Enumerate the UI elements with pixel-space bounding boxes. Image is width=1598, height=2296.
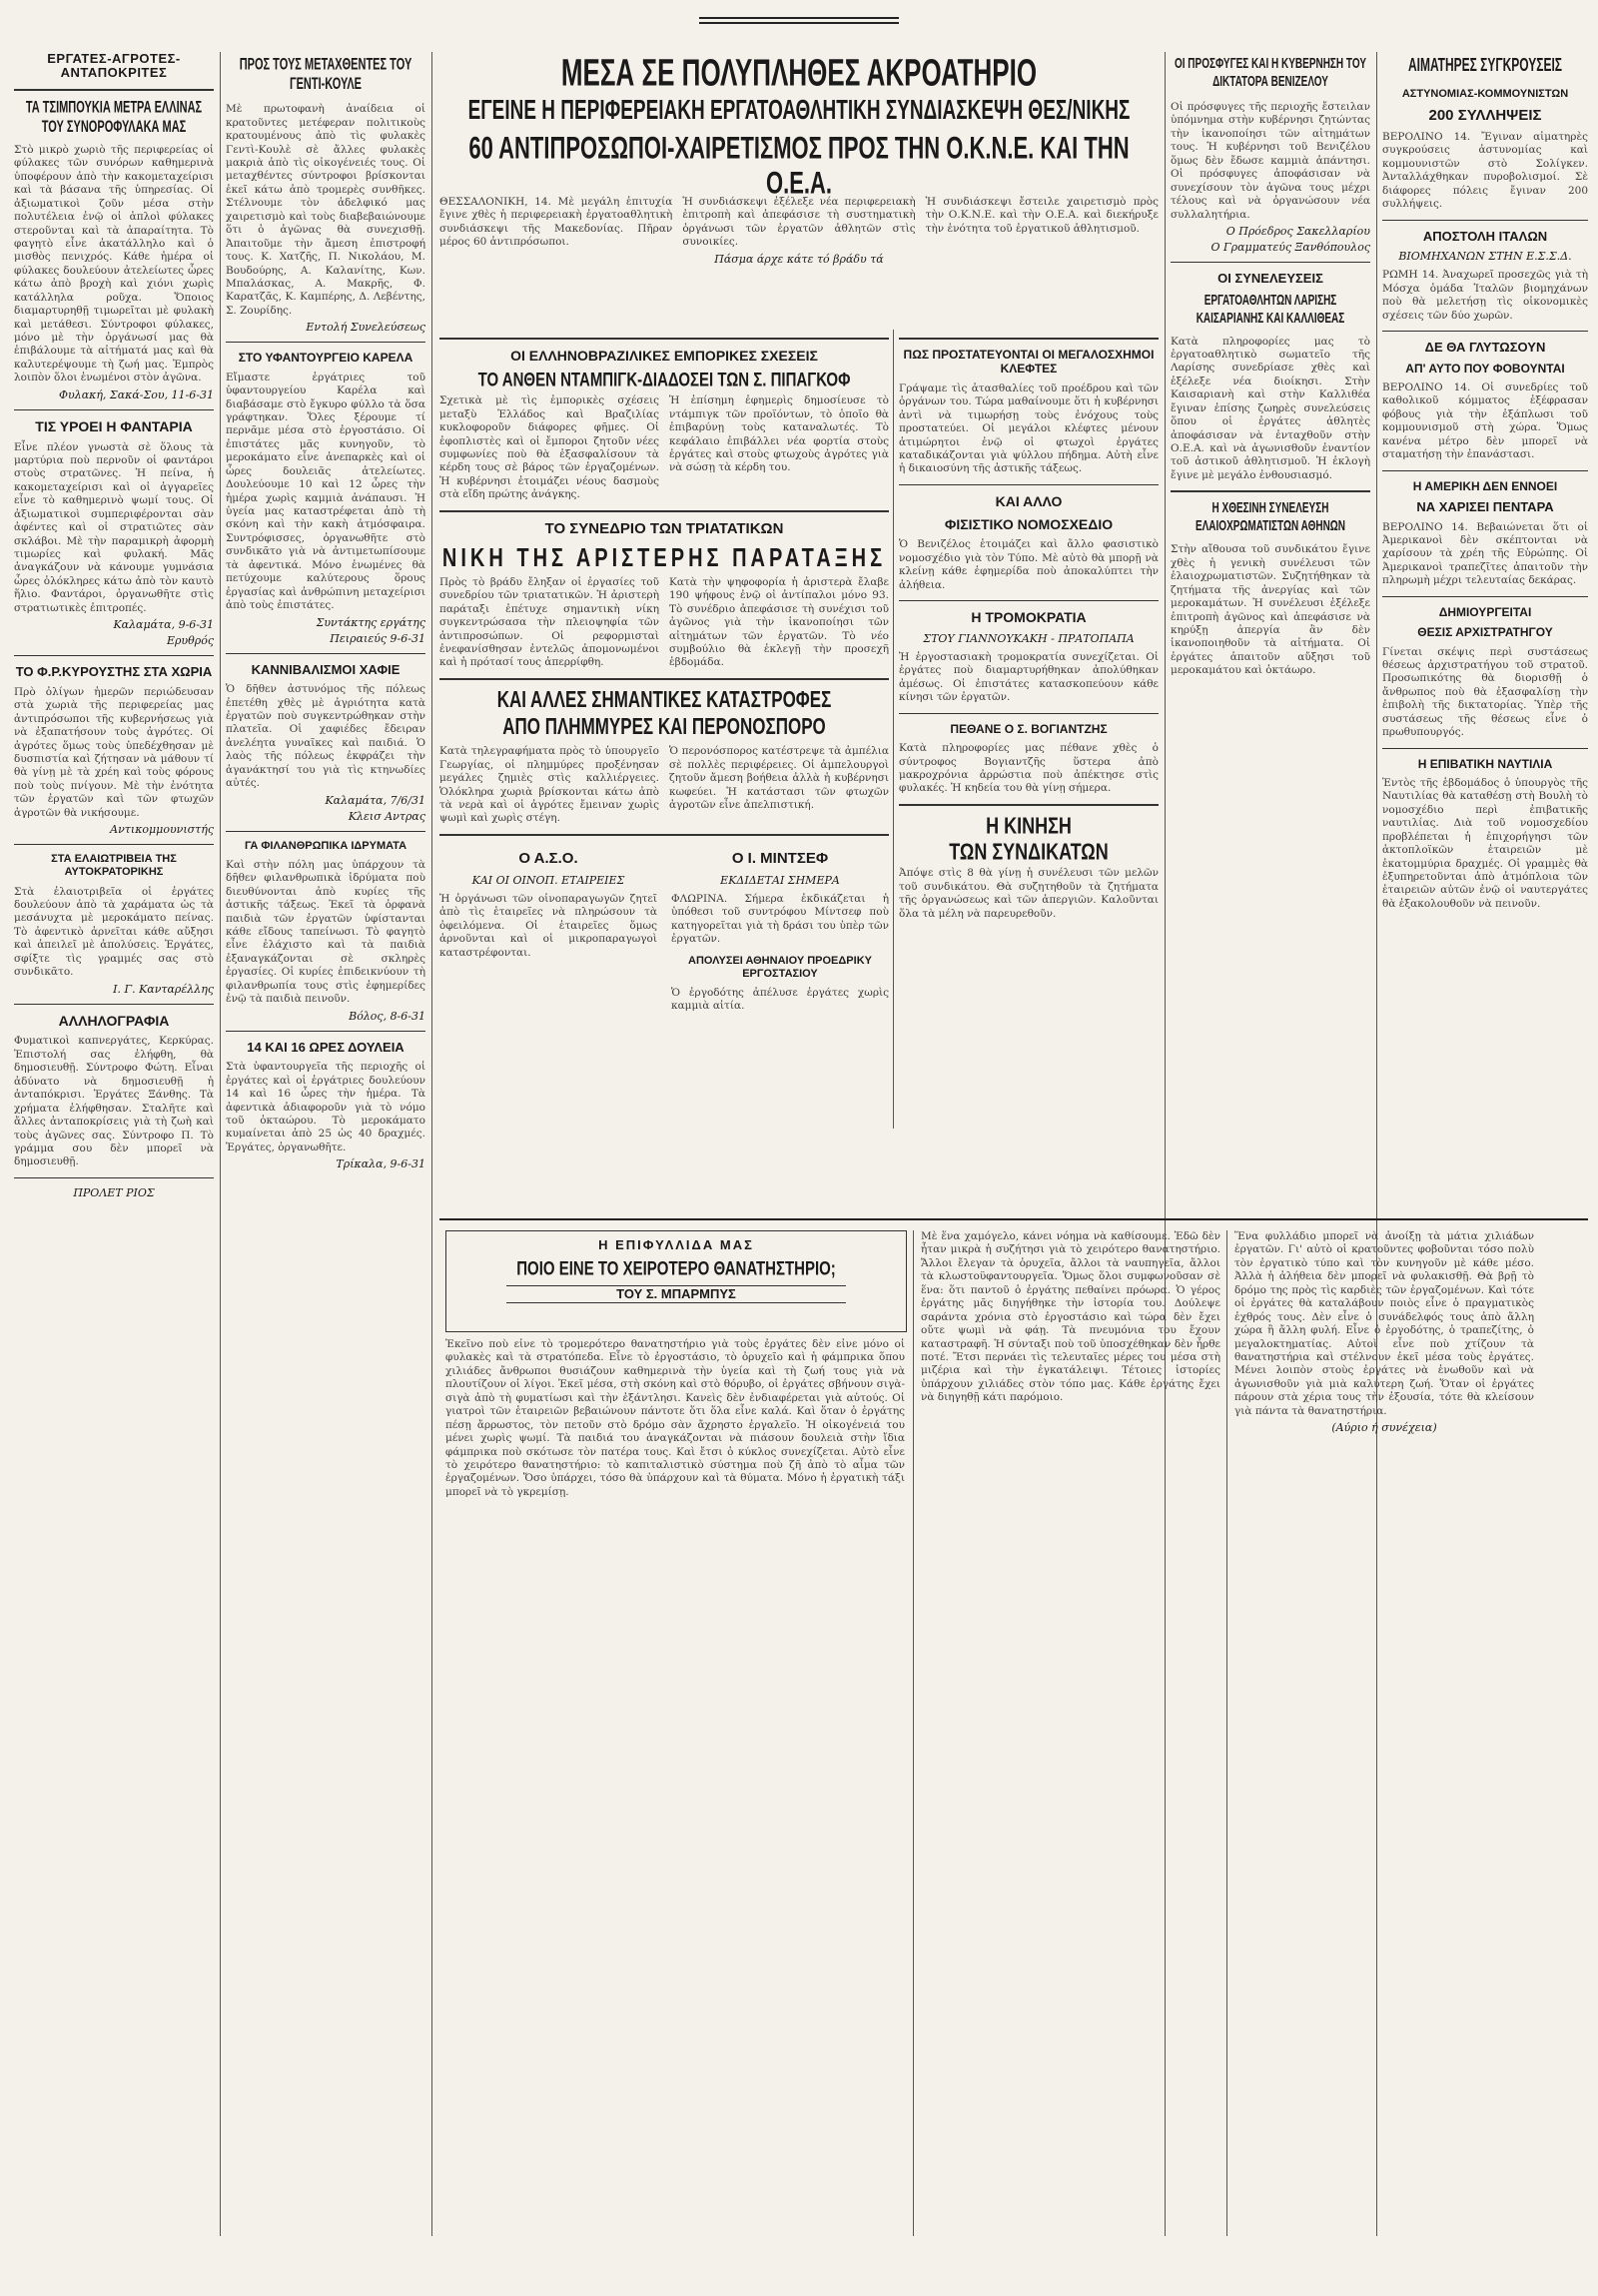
article-headline: Η ΚΙΝΗΣΗ [986, 812, 1072, 839]
article-body-block: Ὁ ἐργοδότης ἀπέλυσε ἐργάτες χωρὶς καμμιὰ αἰτία. [671, 986, 889, 1013]
top-ornament [699, 14, 899, 22]
lead-headline-3: 60 ΑΝΤΙΠΡΟΣΩΠΟΙ-ΧΑΙΡΕΤΙΣΜΟΣ ΠΡΟΣ ΤΗΝ Ο.Κ.Ν.Ε. ΚΑΙ ΤΗΝ Ο.Ε.Α. [468, 130, 1130, 202]
article-headline: ΦΙΣΙΣΤΙΚΟ ΝΟΜΟΣΧΕΔΙΟ [944, 515, 1114, 532]
article-headline: Η ΕΠΙΒΑΤΙΚΗ ΝΑΥΤΙΛΙΑ [1417, 756, 1553, 771]
serial-author: ΤΟΥ Σ. ΜΠΑΡΜΠΥΣ [506, 1285, 846, 1303]
central-right-block [899, 330, 1159, 1208]
article-body-block: Σχετικὰ μὲ τὶς ἐμπορικὲς σχέσεις μεταξὺ Ἑλλάδος καὶ Βραζιλίας κυκλοφοροῦν διάφορες φῆμες. Οἱ ἐφοπλιστὲς καὶ οἱ ἔμποροι ζητοῦν νέες συμφωνίες ποὺ θὰ ἐξασφαλίσουν τὰ κέρδη τους σὲ βάρος τῶν ἐργαζομένων. Ἡ κυβέρνησι ἐτοιμάζει νέους δασμοὺς στὰ εἴδη πρώτης ἀνάγκης. [439, 394, 659, 501]
article-body-block: Ἐντὸς τῆς ἑβδομάδος ὁ ὑπουργὸς τῆς Ναυτιλίας θὰ καταθέσῃ στὴ Βουλὴ τὸ νομοσχέδιο περὶ ἐπιβατικῆς ναυτιλίας. Διὰ τοῦ νομοσχεδίου προβλέπεται ἡ ἐπιχορήγησι τῶν ἀκτοπλοϊκῶν ἑταιρειῶν μὲ ἑκατομμύρια δραχμές. Οἱ γραμμὲς θὰ ἐξυπηρετοῦνται ἀπὸ ἀτμόπλοια τῶν ἑταιρειῶν αὐτῶν ἐνῷ οἱ ναυτεργάτες θὰ ἐξακολουθοῦν νὰ πεινοῦν. [1382, 776, 1588, 910]
article-headline: ΔΗΜΙΟΥΡΓΕΙΤΑΙ [1438, 604, 1532, 619]
article-body-block: ΒΕΡΟΛΙΝΟ 14. Οἱ συνεδρίες τοῦ καθολικοῦ κόμματος ἐξέφρασαν φόβους γιὰ τὴν ἐξάπλωσι τοῦ κομμουνισμοῦ στὴ χώρα. Ὅμως κανένα μέτρο δὲν μπορεῖ νὰ σταματήσῃ τὴν ἐπανάστασι. [1382, 381, 1588, 461]
article-signature: Αντικομμουνιστής [110, 823, 214, 837]
article-body-block: ΡΩΜΗ 14. Ἀναχωρεῖ προσεχῶς γιὰ τὴ Μόσχα ὁμάδα Ἰταλῶν βιομηχάνων ποὺ θὰ μελετήσῃ τὶς οἰκονομικὲς σχέσεις τῶν δύο χωρῶν. [1382, 269, 1588, 322]
article-body-block: Ἡ συνδιάσκεψι ἐξέλεξε νέα περιφερειακὴ ἐπιτροπὴ καὶ ἀπεφάσισε τὴ συστηματικὴ ὀργάνωσι τῶν ἐργατῶν ἀθλητῶν στὶς συνοικίες. [682, 195, 916, 249]
article-body-block: Φυματικοὶ καπνεργάτες, Κερκύρας. Ἐπιστολή σας ἐλήφθη, θὰ δημοσιευθῇ. Σύντροφο Φώτη. Εἶναι ἀδύνατο νὰ δημοσιευθῇ ἡ ἀνταπόκρισι. Ἐργάτες Ξάνθης. Τὰ χρήματα ἐλήφθησαν. Σταλῆτε καὶ ἄλλες ἀνταποκρίσεις γιὰ τὴ ζωὴ καὶ τοὺς ἀγῶνες σας. Σύντροφο Π. Τὸ γράμμα σου δὲν μπορεῖ νὰ δημοσιευθῇ. [14, 1035, 214, 1168]
serial-box [445, 1230, 907, 1332]
article-headline: ΤΟ ΣΥΝΕΔΡΙΟ ΤΩΝ ΤΡΙΑΤΑΤΙΚΩΝ [544, 519, 784, 537]
article-headline: ΣΤΑ ΕΛΑΙΩΤΡΙΒΕΙΑ ΤΗΣ ΑΥΤΟΚΡΑΤΟΡΙΚΗΣ [51, 853, 177, 879]
article-headline: ΝΑ ΧΑΡΙΣΕΙ ΠΕΝΤΑΡΑ [1416, 498, 1554, 514]
article-headline: ΓΑ ΦΙΛΑΝΘΡΩΠΙΚΑ ΙΔΡΥΜΑΤΑ [244, 839, 407, 852]
article-body-block: Στὴν αἴθουσα τοῦ συνδικάτου ἔγινε χθὲς ἡ γενικὴ συνέλευσι τῶν ἐλαιοχρωματιστῶν. Συζητήθηκαν τὰ ζητήματα τῆς ἀνεργίας καὶ τῶν μεροκαμάτων. Ἡ συνέλευσι ἐξέλεξε ἐπιτροπὴ ἀγῶνος καὶ ἀπεφάσισε νὰ κηρύξῃ ἀπεργία ἂν δὲν ἱκανοποιηθοῦν τὰ αἰτήματα. Οἱ ἐργάτες ἀπαιτοῦν αὔξησι τοῦ μεροκαμάτου καὶ ὀκτάωρο. [1171, 543, 1370, 677]
article-body-block: ΦΛΩΡΙΝΑ. Σήμερα ἐκδικάζεται ἡ ὑπόθεσι τοῦ συντρόφου Μίντσεφ ποὺ κατηγορεῖται γιὰ τὴ δράσι του ὑπὲρ τῶν ἐργατῶν. [671, 892, 889, 946]
serial-text: Ἕνα φυλλάδιο μπορεῖ νὰ ἀνοίξῃ τὰ μάτια χιλιάδων ἐργατῶν. Γι' αὐτὸ οἱ κρατοῦντες φοβοῦνται τόσο πολὺ τὸν ἐργατικὸ τύπο καὶ τὸν κυνηγοῦν μὲ κάθε μέσο. Ἀλλὰ ἡ ἀλήθεια δὲν μπορεῖ νὰ φυλακισθῇ. Θὰ βρῇ τὸ δρόμο της πρὸς τὶς καρδιὲς τῶν ἐργαζομένων. Καὶ τότε οἱ ἐργάτες θὰ καταλάβουν ποιὸς εἶνε ὁ πραγματικὸς ἐχθρός τους. Δὲν εἶνε ὁ συνάδελφός τους ἀπὸ ἄλλη χώρα ἢ ἄλλη φυλή. Εἶνε ὁ ἐργοδότης, ὁ τραπεζίτης, ὁ μεγαλοκτηματίας. Αὐτοὶ εἶνε ποὺ χτίζουν τὰ θανατηστήρια καὶ στέλνουν ἐκεῖ μέσα τοὺς ἐργάτες. Μένει λοιπὸν στοὺς ἐργάτες νὰ ἑνωθοῦν καὶ νὰ ἀγωνισθοῦν γιὰ μιὰ καλύτερη ζωή. Ὅταν οἱ ἐργάτες πάρουν στὰ χέρια τους τὴν ἐξουσία, τότε θὰ κλείσουν γιὰ πάντα τὰ θανατηστήρια. [1234, 1230, 1534, 1417]
article-headline: ΑΣΤΥΝΟΜΙΑΣ-ΚΟΜΜΟΥΝΙΣΤΩΝ [1401, 87, 1569, 100]
article-headline: Ο Ι. ΜΙΝΤΣΕΦ [731, 849, 829, 867]
article-signature: Εντολή Συνελεύσεως [306, 321, 425, 335]
article-headline: ΚΑΙ ΑΛΛΟ [995, 492, 1063, 509]
article-headline: Η ΤΡΟΜΟΚΡΑΤΙΑ [971, 609, 1087, 626]
serial-col-2 [921, 1230, 1220, 2209]
article-body-block: Κατὰ τὴν ψηφοφορία ἡ ἀριστερὰ ἔλαβε 190 ψήφους ἐνῷ οἱ ἀντίπαλοι μόνο 93. Τὸ συνέδριο ἀπεφάσισε τὴ συνέχισι τοῦ ἀγῶνος γιὰ τὴν ἱκανοποίησι τῶν αἰτημάτων τῶν ἐργατῶν. Τὸ νέο συμβούλιο θὰ ἐκλεγῇ τὴν προσεχῆ ἑβδομάδα. [669, 575, 889, 669]
article-headline: ΠΩΣ ΠΡΟΣΤΑΤΕΥΟΝΤΑΙ ΟΙ ΜΕΓΑΛΟΣΧΗΜΟΙ ΚΛΕΦΤΕΣ [903, 348, 1155, 377]
article-body-block: Γράψαμε τὶς ἀτασθαλίες τοῦ προέδρου καὶ τῶν ὀργάνων του. Τώρα μαθαίνουμε ὅτι ἡ κυβέρνησι ἀντὶ νὰ τιμωρήσῃ τοὺς ἐνόχους τοὺς προστατεύει. Οἱ μεγάλοι κλέφτες μένουν ἀτιμώρητοι ἐνῷ οἱ φτωχοὶ ἐργάτες καταδικάζονται γιὰ ψύλλου πήδημα. Αὐτὴ εἶνε ἡ δικαιοσύνη τῆς ἀστικῆς τάξεως. [899, 382, 1159, 475]
article-headline: ΝΙΚΗ ΤΗΣ ΑΡΙΣΤΕΡΗΣ ΠΑΡΑΤΑΞΗΣ [441, 543, 887, 573]
article-signature: Φυλακή, Σακά-Σου, 11-6-31 [59, 387, 214, 401]
article-headline: ΠΡΟΣ ΤΟΥΣ ΜΕΤΑΧΘΕΝΤΕΣ ΤΟΥ ΓΕΝΤΙ-ΚΟΥΛΕ [239, 56, 412, 93]
article-headline: ΟΙ ΣΥΝΕΛΕΥΣΕΙΣ [1217, 270, 1323, 286]
article-body-block: Ὁ Βενιζέλος ἑτοιμάζει καὶ ἄλλο φασιστικὸ νομοσχέδιο γιὰ τὸν Τύπο. Μὲ αὐτὸ θὰ μπορῇ νὰ κλείνῃ κάθε ἐφημερίδα ποὺ ἀποκαλύπτει τὴν ἀλήθεια. [899, 538, 1159, 591]
article-headline: ΟΙ ΕΛΛΗΝΟΒΡΑΖΙΛΙΚΕΣ ΕΜΠΟΡΙΚΕΣ ΣΧΕΣΕΙΣ [510, 348, 818, 364]
article-body-block: Γίνεται σκέψις περὶ συστάσεως θέσεως ἀρχιστρατήγου τοῦ στρατοῦ. Προσωπικότης θὰ διορισθῇ ὁ ἄνθρωπος ποὺ θὰ ἐξασφαλίσῃ τὴν ἐπιβολὴ τῆς δικτατορίας. Ὑπὲρ τῆς συστάσεως τῆς θέσεως εἶνε ὁ πρωθυπουργός. [1382, 645, 1588, 739]
article-subheadline: ΒΙΟΜΗΧΑΝΩΝ ΣΤΗΝ Ε.Σ.Σ.Δ. [1398, 250, 1572, 264]
article-headline: Ο Α.Σ.Ο. [518, 849, 578, 867]
second-column [226, 52, 425, 2236]
article-body-block: Καὶ στὴν πόλη μας ὑπάρχουν τὰ δῆθεν φιλανθρωπικὰ ἱδρύματα ποὺ διευθύνονται ἀπὸ κυρίες τῆς ἀστικῆς τάξεως. Ἐκεῖ τὰ ὀρφανὰ παιδιὰ τῶν ἐργατῶν ὑφίστανται κάθε εἴδους ταπείνωσι. Τὸ φαγητὸ εἶνε ἐλάχιστο καὶ τὰ παιδιὰ ἐξαναγκάζονται σὲ σκληρὲς ἐργασίες. Οἱ κυρίες ἐπιδεικνύουν τὴ φιλανθρωπία τους στὶς ἐφημερίδες ἐνῷ τὰ παιδιὰ πεινοῦν. [226, 858, 425, 1006]
article-subheadline: ΕΚΔΙΔΕΤΑΙ ΣΗΜΕΡΑ [720, 873, 840, 887]
article-place-date: Τρίκαλα, 9-6-31 [336, 1157, 425, 1171]
footer-label: ΠΡΟΛΕΤ ΡΙΟΣ [73, 1185, 155, 1199]
article-subheadline: ΚΑΙ ΟΙ ΟΙΝΟΠ. ΕΤΑΙΡΕΙΕΣ [471, 873, 625, 887]
article-headline: ΑΠΟΣΤΟΛΗ ΙΤΑΛΩΝ [1422, 228, 1548, 244]
article-signature: Ο Γραμματεύς Ξανθόπουλος [1210, 240, 1370, 254]
article-headline: ΘΕΣΙΣ ΑΡΧΙΣΤΡΑΤΗΓΟΥ [1417, 625, 1553, 640]
article-headline: ΔΕ ΘΑ ΓΛΥΤΩΣΟΥΝ [1424, 339, 1546, 355]
article-headline: ΠΕΘΑΝΕ Ο Σ. ΒΟΓΙΑΝΤΖΗΣ [950, 721, 1108, 736]
lead-story [439, 52, 1159, 322]
article-body-block: ΒΕΡΟΛΙΝΟ 14. Βεβαιώνεται ὅτι οἱ Ἀμερικανοὶ δὲν σκέπτονται νὰ χαρίσουν τὰ χρέη τῆς Εὐρώπης. Οἱ Ἀμερικανοὶ τραπεζῖτες ἀπαιτοῦν τὴν πληρωμὴ μέχρι τελευταίας δεκάρας. [1382, 520, 1588, 587]
article-body-block: Κατὰ τηλεγραφήματα πρὸς τὸ ὑπουργεῖο Γεωργίας, οἱ πλημμύρες προξένησαν μεγάλες ζημιὲς στὶς καλλιέργειες. Ὁλόκληρα χωριὰ βρίσκονται κάτω ἀπὸ τὰ νερὰ καὶ οἱ ἀγρότες ἔμειναν χωρὶς ψωμὶ καὶ χωρὶς στέγη. [439, 745, 659, 825]
lead-headline-1: ΜΕΣΑ ΣΕ ΠΟΛΥΠΛΗΘΕΣ ΑΚΡΟΑΤΗΡΙΟ [560, 52, 1038, 95]
article-body-block: Στὰ ὑφαντουργεῖα τῆς περιοχῆς οἱ ἐργάτες καὶ οἱ ἐργάτριες δουλεύουν 14 καὶ 16 ὧρες τὴν ἡμέρα. Τὰ ἀφεντικὰ ἀδιαφοροῦν γιὰ τὸ νόμο τοῦ ὀκταώρου. Τὸ μεροκάματο κυμαίνεται ἀπὸ 25 ὡς 40 δραχμές. Ἐργάτες, ὀργανωθῆτε. [226, 1061, 425, 1153]
article-headline: ΑΠΟ ΠΛΗΜΜΥΡΕΣ ΚΑΙ ΠΕΡΟΝΟΣΠΟΡΟ [502, 713, 826, 739]
article-headline: 14 ΚΑΙ 16 ΩΡΕΣ ΔΟΥΛΕΙΑ [247, 1039, 404, 1055]
article-headline: ΑΠ' ΑΥΤΟ ΠΟΥ ΦΟΒΟΥΝΤΑΙ [1405, 361, 1565, 376]
article-headline: ΟΙ ΠΡΟΣΦΥΓΕΣ ΚΑΙ Η ΚΥΒΕΡΝΗΣΗ ΤΟΥ ΔΙΚΤΑΤΟΡΑ ΒΕΝΙΖΕΛΟΥ [1174, 56, 1367, 90]
central-left-block [439, 330, 889, 1129]
article-body-block: Εἴμαστε ἐργάτριες τοῦ ὑφαντουργείου Καρέλα καὶ διαβάσαμε στὸ ἔγκυρο φύλλο τὰ ὅσα γράφτηκαν. Ὅλες ξέρουμε τί περνᾶμε μέσα στὸ ἐργοστάσιο. Οἱ ἐπιστάτες μᾶς κυνηγοῦν, τὸ μεροκάματο εἶνε ἀνεπαρκὲς καὶ οἱ ὧρες δουλειᾶς ἀτελείωτες. Δουλεύουμε 10 καὶ 12 ὧρες τὴν ἡμέρα χωρὶς καμμιὰ ἀνάπαυσι. Ἡ ὑγεία μας καταστρέφεται ἀπὸ τὴ σκόνη καὶ τὴν κακὴ ἀτμόσφαιρα. Συντρόφισσες, ὀργανωθῆτε στὸ συνδικᾶτο γιὰ νὰ ἀντιμετωπίσουμε τὰ ἀφεντικά. Μόνο ἑνωμένες θὰ πετύχουμε καλύτερους ὅρους ἐργασίας καὶ ἀνθρώπινη μεταχείρισι ἀπὸ τοὺς ἐπιστάτες. [226, 371, 425, 612]
article-body-block: Κατὰ πληροφορίες μας τὸ ἐργατοαθλητικὸ σωματεῖο τῆς Λαρίσης συνεδρίασε χθὲς καὶ ἐξέλεξε νέα διοίκησι. Στὴν Καισαριανὴ καὶ στὴν Καλλιθέα ἔγιναν ἐπίσης ζωηρὲς συνελεύσεις ὅπου οἱ ἐργάτες ἀθλητὲς ἀποφάσισαν νὰ ἐνταχθοῦν στὴν Ο.Ε.Α. καὶ νὰ ἀγωνισθοῦν ἐναντίον τοῦ ἀστικοῦ ἀθλητισμοῦ. Ἡ ἐκλογὴ ἔγινε μὲ μεγάλο ἐνθουσιασμό. [1171, 335, 1370, 481]
article-signature: Κλεισ Αντρας [348, 809, 425, 823]
article-body-block: Ὁ δῆθεν ἀστυνόμος τῆς πόλεως ἐπετέθη χθὲς μὲ ἀγριότητα κατὰ ἐργατῶν ποὺ συγκεντρώθηκαν στὴν πλατεῖα. Οἱ χαφιέδες ἔδειραν ἀνελέητα γυναῖκες καὶ παιδιά. Ὁ λαὸς τῆς πόλεως ἐκφράζει τὴν ἀγανάκτησί του γιὰ τὶς κτηνωδίες αὐτές. [226, 683, 425, 790]
article-headline: ΑΠΟΛΥΣΕΙ ΑΘΗΝΑΙΟΥ ΠΡΟΕΔΡΙΚΥ ΕΡΓΟΣΤΑΣΙΟΥ [688, 954, 872, 980]
article-headline: ΚΑΝΝΙΒΑΛΙΣΜΟΙ ΧΑΦΙΕ [251, 661, 400, 677]
article-headline: ΣΤΟ ΥΦΑΝΤΟΥΡΓΕΙΟ ΚΑΡΕΛΑ [238, 351, 413, 366]
article-signature: Ερυθρός [166, 634, 214, 648]
article-body-block: Ἡ ἐπίσημη ἐφημερὶς δημοσίευσε τὸ ντάμπιγκ τῶν προϊόντων, τὸ ὁποῖο θὰ ἐπιβαρύνῃ τοὺς καταναλωτές. Τὸ κεφάλαιο ἐπιβάλλει νέα φορτία στοὺς ἐργάτες καὶ στοὺς φτωχοὺς ἀγρότες γιὰ νὰ σώσῃ τὰ κέρδη του. [669, 394, 889, 474]
article-headline: ΤΑ ΤΣΙΜΠΟΥΚΙΑ ΜΕΤΡΑ ΕΛΛΙΝΑΣ ΤΟΥ ΣΥΝΟΡΟΦΥΛΑΚΑ ΜΑΣ [25, 98, 203, 136]
article-body-block: Ἡ συνδιάσκεψι ἔστειλε χαιρετισμὸ πρὸς τὴν Ο.Κ.Ν.Ε. καὶ τὴν Ο.Ε.Α. καὶ διεκήρυξε τὴν ἑνότητα τοῦ ἐργατικοῦ ἀθλητισμοῦ. [925, 195, 1159, 235]
article-body-block: Μὲ πρωτοφανὴ ἀναίδεια οἱ κρατοῦντες μετέφεραν πολιτικοὺς κρατουμένους ἀπὸ τὶς φυλακὲς Γεντὶ-Κουλὲ σὲ ἄλλες φυλακὲς μακριὰ ἀπὸ τὶς οἰκογένειές τους. Οἱ μεταχθέντες σύντροφοι βρίσκονται ἐκεῖ κάτω ἀπὸ τρομερὲς συνθῆκες. Στέλνουμε τὸν ἀδελφικό μας χαιρετισμὸ καὶ τοὺς διαβεβαιώνουμε ὅτι ὁ ἀγῶνας θὰ συνεχισθῇ. Ἀπαιτοῦμε τὴν ἄμεση ἐπιστροφή τους. Κ. Χατζῆς, Π. Νικολάου, Μ. Βουδούρης, Α. Καλανίτης, Κων. Μπαλάσκας, Α. Μακρῆς, Φ. Καρατζᾶς, Κ. Καμπέρης, Δ. Λεβέντης, Σ. Ζουρίδης. [226, 103, 425, 317]
article-headline: ΤΟ ΑΝΘΕΝ ΝΤΑΜΠΙΓΚ-ΔΙΑΔΟΣΕΙ ΤΩΝ Σ. ΠΙΠΑΓΚΟΦ [477, 369, 851, 391]
article-headline: ΤΙΣ ΥΡΟΕΙ Η ΦΑΝΤΑΡΙΑ [35, 417, 193, 434]
article-signature: Συντάκτης εργάτης [316, 615, 425, 629]
article-headline: Η ΑΜΕΡΙΚΗ ΔΕΝ ΕΝΝΟΕΙ [1412, 478, 1558, 493]
serial-text: Ἐκεῖνο ποὺ εἶνε τὸ τρομερότερο θανατηστήριο γιὰ τοὺς ἐργάτες δὲν εἶνε μόνο οἱ φυλακὲς καὶ τὰ στρατόπεδα. Εἶνε τὸ ἐργοστάσιο, τὸ ὀρυχεῖο καὶ ἡ φάμπρικα ὅπου χιλιάδες ἄνθρωποι θυσιάζουν καθημερινὰ τὴν ὑγεία καὶ τὴ ζωή τους γιὰ νὰ πλουτίζουν οἱ λίγοι. Ἐκεῖ μέσα, στὴ σκόνη καὶ στὸ θόρυβο, οἱ ἐργάτες σβήνουν σιγὰ-σιγὰ ἀπὸ τὴ φυματίωσι καὶ τὴν ἐξάντλησι. Κανεὶς δὲν ἐνδιαφέρεται γιὰ αὐτούς. Οἱ γιατροὶ τῶν ἑταιρειῶν βεβαιώνουν πάντοτε ὅτι ὅλα εἶνε καλά. Καὶ ὅταν ὁ ἐργάτης πέσῃ ἄρρωστος, τὸν πετοῦν στὸ δρόμο σὰν ἄχρηστο ἐργαλεῖο. Ἡ οἰκογένειά του μένει χωρὶς ψωμί. Τὰ παιδιά του ἀναγκάζονται νὰ πιάσουν δουλειὰ στὴν ἴδια φάμπρικα ποὺ σκότωσε τὸν πατέρα τους. Καὶ ἔτσι ὁ κύκλος συνεχίζεται. Αὐτὸ εἶνε τὸ χειρότερο θανατηστήριο: τὸ καπιταλιστικὸ σύστημα ποὺ ζῆ ἀπὸ τὸ αἷμα τῶν ἐργαζομένων. Ὅσο ὑπάρχει, τόσο θὰ ὑπάρχουν καὶ τὰ θύματα. Μόνο ἡ ἐργατικὴ τάξι μπορεῖ νὰ τὸ γκρεμίσῃ. [445, 1338, 905, 1498]
article-body-block: Ἡ ἐργοστασιακὴ τρομοκρατία συνεχίζεται. Οἱ ἐργάτες ποὺ διαμαρτυρήθηκαν ἀπολύθηκαν ἀμέσως. Οἱ ἐπιστάτες κατασκοπεύουν κάθε κίνησι τῶν ἐργατῶν. [899, 650, 1159, 704]
article-headline: 200 ΣΥΛΛΗΨΕΙΣ [1428, 106, 1542, 124]
article-subheadline: ΣΤΟΥ ΓΙΑΝΝΟΥΚΑΚΗ - ΠΡΑΤΟΠΑΠΑ [923, 631, 1135, 645]
article-body-block: Πρὸ ὀλίγων ἡμερῶν περιώδευσαν στὰ χωριὰ τῆς περιφερείας μας ἀντιπρόσωποι τῆς κυβερνήσεως γιὰ νὰ ἐξαπατήσουν τοὺς ἀγρότες. Οἱ ἀγρότες ὅμως τοὺς ὑπεδέχθησαν μὲ δυσπιστία καὶ ζήτησαν νὰ μάθουν τί θὰ γίνῃ μὲ τὰ χρέη καὶ τοὺς φόρους ποὺ τοὺς πνίγουν. Μὲ τὴν ἑνότητα τῶν ἐργατῶν καὶ τῶν φτωχῶν ἀγροτῶν θὰ νικήσουμε. [14, 685, 214, 819]
serial-col-1 [445, 1338, 905, 2207]
article-body-block: Οἱ πρόσφυγες τῆς περιοχῆς ἔστειλαν ὑπόμνημα στὴν κυβέρνησι ζητώντας τὴν ἱκανοποίησι τῶν αἰτημάτων τους. Ἡ κυβέρνησι τοῦ Βενιζέλου ὅμως δὲν ἔδωσε καμμιὰ ἀπάντησι. Οἱ πρόσφυγες ἀποφάσισαν νὰ συνεχίσουν τὸν ἀγῶνα τους μέχρι τέλους καὶ νὰ ὀργανώσουν νέα συλλαλητήρια. [1171, 101, 1370, 221]
article-body-block: Πρὸς τὸ βράδυ ἔληξαν οἱ ἐργασίες τοῦ συνεδρίου τῶν τριατατικῶν. Ἡ ἀριστερὴ παράταξι ἐπέτυχε σημαντικὴ νίκη συγκεντρώσασα τὴν πλειοψηφία τῶν ἀντιπροσώπων. Οἱ ρεφορμισταὶ ἐνεφανίσθησαν ἐντελῶς ἀπομονωμένοι καὶ ἡ πρότασί τους ἀπερρίφθη. [439, 575, 659, 669]
serial-text: Μὲ ἕνα χαμόγελο, κάνει νόημα νὰ καθίσουμε. Ἐδῶ δὲν ἦταν μικρὰ ἡ συζήτησι γιὰ τὸ χειρότερο θανατηστήριο. Ἄλλοι ἔλεγαν τὰ ὀρυχεῖα, ἄλλοι τὰ ναυπηγεῖα, ἄλλοι τὰ κλωστοϋφαντουργεῖα. Ὅμως ὅλοι συμφωνοῦσαν σὲ ἕνα: ὅτι παντοῦ ὁ ἐργάτης πεθαίνει πρόωρα. Ὁ γέρος ἐργάτης μᾶς διηγήθηκε τὴν ἱστορία του. Δούλεψε σαράντα χρόνια στὸ ἐργοστάσιο καὶ τώρα δὲν ἔχει οὔτε ψωμὶ νὰ φάῃ. Τὰ πνευμόνια του ἔχουν καταστραφῆ. Ἡ σύνταξι ποὺ τοῦ ὑποσχέθηκαν δὲν ἦρθε ποτέ. Ἔτσι περνάει τὶς τελευταῖες μέρες του μέσα στὴ μιζέρια καὶ τὴν ἐγκατάλειψι. Τέτοιες ἱστορίες ὑπάρχουν χιλιάδες στὸν τόπο μας. Κάθε ἐργάτης ἔχει νὰ διηγηθῇ κάτι παρόμοιο. [921, 1230, 1220, 1404]
article-headline: ΚΑΙ ΑΛΛΕΣ ΣΗΜΑΝΤΙΚΕΣ ΚΑΤΑΣΤΡΟΦΕΣ [496, 686, 832, 713]
article-body-block: Στὸ μικρὸ χωριὸ τῆς περιφερείας οἱ φύλακες τῶν συνόρων καθημερινὰ ὑποφέρουν ἀπὸ τὴν κακομεταχείρισι καὶ τὰ βάσανα τῆς ὑπηρεσίας. Οἱ ἀξιωματικοὶ ζοῦν μέσα στὴν πολυτέλεια ἐνῷ οἱ ἁπλοὶ φύλακες στεροῦνται καὶ τὰ ἀπαραίτητα. Τὸ φαγητὸ εἶνε ἀκατάλληλο καὶ ὁ μισθὸς πενιχρός. Κάθε ἡμέρα οἱ φύλακες δουλεύουν ἀτελείωτες ὧρες κάτω ἀπὸ βροχὴ καὶ χιόνι χωρὶς κατάλληλα ροῦχα. Ὅποιος διαμαρτυρηθῇ τιμωρεῖται μὲ φυλακὴ καὶ μετάθεσι. Σύντροφοι φύλακες, μόνο μὲ τὴν ὀργάνωσί μας θὰ ἐπιβάλουμε τὰ αἰτήματά μας καὶ θὰ καλυτερέψουμε τὴ ζωή μας. Ἐμπρὸς λοιπὸν ὅλοι ἑνωμένοι στὸν ἀγῶνα. [14, 143, 214, 384]
left-column [14, 52, 214, 2236]
article-headline: ΤΟ Φ.Ρ.ΚΥΡΟΥΣΤΗΣ ΣΤΑ ΧΩΡΙΑ [15, 664, 213, 680]
article-headline: ΑΛΛΗΛΟΓΡΑΦΙΑ [58, 1012, 170, 1029]
article-headline: ΑΙΜΑΤΗΡΕΣ ΣΥΓΚΡΟΥΣΕΙΣ [1407, 54, 1563, 76]
article-body-block: Κατὰ πληροφορίες μας πέθανε χθὲς ὁ σύντροφος Βογιαντζῆς ὕστερα ἀπὸ μακροχρόνια ἀρρώστια ποὺ ἀπέκτησε στὶς φυλακές. Ἡ κηδεία του θὰ γίνῃ σήμερα. [899, 742, 1159, 795]
article-headline: ΕΡΓΑΤΟΑΘΛΗΤΩΝ ΛΑΡΙΣΗΣ ΚΑΙΣΑΡΙΑΝΗΣ ΚΑΙ ΚΑΛΛΙΘΕΑΣ [1196, 292, 1345, 327]
article-body-block: Στὰ ἐλαιοτριβεῖα οἱ ἐργάτες δουλεύουν ἀπὸ τὰ χαράματα ὡς τὰ μεσάνυχτα μὲ μεροκάματο πείνας. Τὸ ἀφεντικὸ ἀρνεῖται κάθε αὔξησι καὶ ἀπειλεῖ μὲ ἀπολύσεις. Ἐργάτες, σφίξτε τὶς γραμμές σας στὸ συνδικᾶτο. [14, 885, 214, 979]
article-body-block: Ἡ ὀργάνωσι τῶν οἰνοπαραγωγῶν ζητεῖ ἀπὸ τὶς ἑταιρεῖες νὰ πληρώσουν τὰ ὀφειλόμενα. Οἱ ἑταιρεῖες ὅμως ἀρνοῦνται καὶ οἱ μικροπαραγωγοὶ καταστρέφονται. [439, 892, 657, 959]
serial-title: ΠΟΙΟ ΕΙΝΕ ΤΟ ΧΕΙΡΟΤΕΡΟ ΘΑΝΑΤΗΣΤΗΡΙΟ; [516, 1257, 836, 1280]
article-body-block: ΒΕΡΟΛΙΝΟ 14. Ἔγιναν αἱματηρὲς συγκρούσεις ἀστυνομίας καὶ κομμουνιστῶν στὸ Σολίγκεν. Ἀνταλλάχθηκαν πυροβολισμοί. Σὲ διάφορες πόλεις ἔγιναν 200 συλλήψεις. [1382, 130, 1588, 211]
article-body-block: ΘΕΣΣΑΛΟΝΙΚΗ, 14. Μὲ μεγάλη ἐπιτυχία ἔγινε χθὲς ἡ περιφερειακὴ ἐργατοαθλητικὴ συνδιάσκεψι τῆς Μακεδονίας. Πῆραν μέρος 60 ἀντιπρόσωποι. [439, 195, 673, 249]
article-headline: ΤΩΝ ΣΥΝΔΙΚΑΤΩΝ [949, 838, 1109, 865]
article-body-block: Ἀπόψε στὶς 8 θὰ γίνῃ ἡ συνέλευσι τῶν μελῶν τοῦ συνδικάτου. Θὰ συζητηθοῦν τὰ ζητήματα τῆς ὀργανώσεως καὶ τῶν ἀπεργιῶν. Καλοῦνται ὅλα τὰ μέλη νὰ παρευρεθοῦν. [899, 867, 1159, 920]
article-place-date: Καλαμάτα, 9-6-31 [113, 618, 214, 632]
article-signature: Πάσμα άρχε κάτε τό βράδυ τά [714, 252, 884, 266]
article-signature: Ο Πρόεδρος Σακελλαρίου [1225, 224, 1370, 238]
article-headline: Η ΧΘΕΣΙΝΗ ΣΥΝΕΛΕΥΣΗ ΕΛΑΙΟΧΡΩΜΑΤΙΣΤΩΝ ΑΘΗΝΩΝ [1195, 500, 1346, 535]
article-place-date: Πειραιεύς 9-6-31 [330, 631, 425, 645]
article-body-block: Ὁ περονόσπορος κατέστρεψε τὰ ἀμπέλια σὲ πολλὲς περιφέρειες. Οἱ ἀμπελουργοὶ ζητοῦν ἄμεση βοήθεια ἀλλὰ ἡ κυβέρνησι κωφεύει. Ἡ κατάστασι τῶν φτωχῶν ἀγροτῶν εἶνε ἀπελπιστική. [669, 745, 889, 811]
serial-continued: (Αύριο ή συνέχεια) [1331, 1421, 1437, 1435]
article-place-date: Βόλος, 8-6-31 [349, 1009, 425, 1023]
article-signature: Ι. Γ. Κανταρέλλης [113, 982, 214, 996]
section-banner: ΕΡΓΑΤΕΣ-ΑΓΡΟΤΕΣ-ΑΝΤΑΠΟΚΡΙΤΕΣ [47, 52, 181, 81]
serial-col-3 [1234, 1230, 1534, 2209]
article-body-block: Εἶνε πλέον γνωστὰ σὲ ὅλους τὰ μαρτύρια ποὺ περνοῦν οἱ φαντάροι στοὺς στρατῶνες. Ἡ πείνα, ἡ κακομεταχείρισι καὶ οἱ ἀγγαρεῖες εἶνε τὸ καθημερινὸ ψωμί τους. Οἱ ἀξιωματικοὶ συμπεριφέρονται σὰν ἀφέντες καὶ οἱ στρατιῶτες σὰν σκλάβοι. Μὲ τὴν παραμικρὴ ἀφορμὴ τιμωρίες καὶ φυλακή. Μᾶς ἀναγκάζουν νὰ κάνουμε γυμνάσια ὧρες ὁλόκληρες κάτω ἀπὸ τὸν καυτὸ ἥλιο. Φαντάροι, ὀργανωθῆτε στὶς στρατιωτικὲς ἐπιτροπές. [14, 440, 214, 614]
lead-headline-2: ΕΓΕΙΝΕ Η ΠΕΡΙΦΕΡΕΙΑΚΗ ΕΡΓΑΤΟΑΘΛΗΤΙΚΗ ΣΥΝΔΙΑΣΚΕΨΗ ΘΕΣ/ΝΙΚΗΣ [467, 95, 1131, 126]
serial-banner: Η ΕΠΙΦΥΛΛΙΔΑ ΜΑΣ [598, 1237, 754, 1252]
article-place-date: Καλαμάτα, 7/6/31 [325, 793, 425, 807]
